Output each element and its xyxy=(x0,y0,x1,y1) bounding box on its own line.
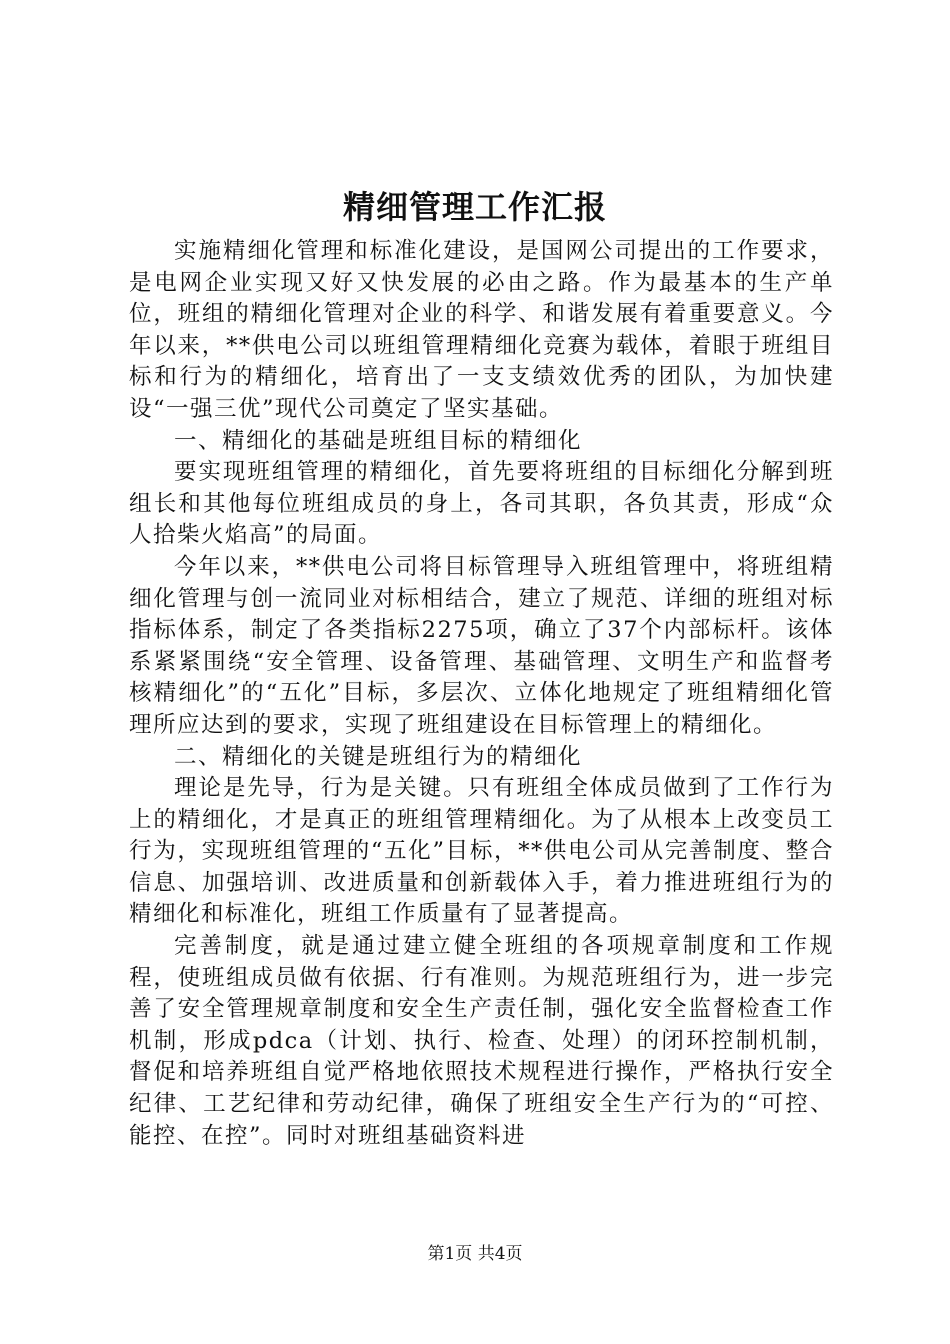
paragraph-section1-a: 要实现班组管理的精细化，首先要将班组的目标细化分解到班组长和其他每位班组成员的身上，各司其职，各负其责，形成“众人拾柴火焰高”的局面。 xyxy=(129,459,834,549)
section-heading-2: 二、精细化的关键是班组行为的精细化 xyxy=(174,743,583,770)
paragraph-section1-b: 今年以来，**供电公司将目标管理导入班组管理中，将班组精细化管理与创一流同业对标相结合，建立了规范、详细的班组对标指标体系，制定了各类指标2275项，确立了37个内部标杆。该体系紧紧围绕“安全管理、设备管理、基础管理、文明生产和监督考核精细化”的“五化”目标，多层次、立体化地规定了班组精细化管理所应达到的要求，实现了班组建设在目标管理上的精细化。 xyxy=(129,553,834,738)
paragraph-section2-b: 完善制度，就是通过建立健全班组的各项规章制度和工作规程，使班组成员做有依据、行有准则。为规范班组行为，进一步完善了安全管理规章制度和安全生产责任制，强化安全监督检查工作机制，形成pdca（计划、执行、检查、处理）的闭环控制机制，督促和培养班组自觉严格地依照技术规程进行操作，严格执行安全纪律、工艺纪律和劳动纪律，确保了班组安全生产行为的“可控、能控、在控”。同时对班组基础资料进 xyxy=(129,933,834,1149)
paragraph-section2-a: 理论是先导，行为是关键。只有班组全体成员做到了工作行为上的精细化，才是真正的班组管理精细化。为了从根本上改变员工行为，实现班组管理的“五化”目标，**供电公司从完善制度、整合信息、加强培训、改进质量和创新载体入手，着力推进班组行为的精细化和标准化，班组工作质量有了显著提高。 xyxy=(129,775,834,928)
paragraph-intro: 实施精细化管理和标准化建设，是国网公司提出的工作要求，是电网企业实现又好又快发展的必由之路。作为最基本的生产单位，班组的精细化管理对企业的科学、和谐发展有着重要意义。今年以来，**供电公司以班组管理精细化竞赛为载体，着眼于班组目标和行为的精细化，培育出了一支支绩效优秀的团队，为加快建设“一强三优”现代公司奠定了坚实基础。 xyxy=(129,238,834,422)
document-body xyxy=(129,236,834,1152)
page-number-footer: 第1页 共4页 xyxy=(427,1244,523,1264)
section-heading-1: 一、精细化的基础是班组目标的精细化 xyxy=(174,427,583,454)
document-title: 精细管理工作汇报 xyxy=(342,188,607,226)
